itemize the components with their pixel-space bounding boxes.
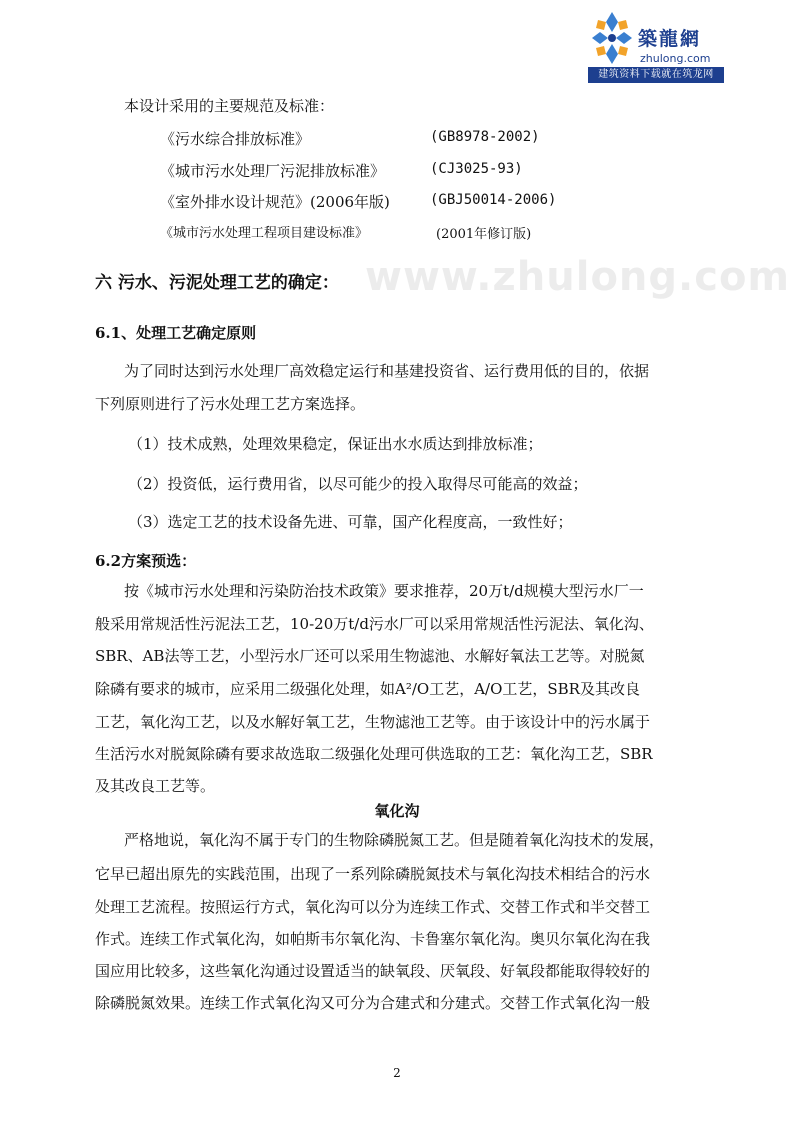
paragraph-line: 般采用常规活性污泥法工艺，10-20万t/d污水厂可以采用常规活性污泥法、氧化沟、 — [95, 615, 654, 633]
paragraph-line: 除磷脱氮效果。连续工作式氧化沟又可分为合建式和分建式。交替工作式氧化沟一般 — [95, 994, 651, 1012]
paragraph-line: 及其改良工艺等。 — [95, 777, 216, 795]
watermark: www.zhulong.com — [365, 254, 791, 300]
logo-name: 築龍網 — [638, 28, 702, 50]
paragraph-line: 生活污水对脱氮除磷有要求故选取二级强化处理可供选取的工艺：氧化沟工艺，SBR — [95, 745, 653, 763]
paragraph-line: 严格地说，氧化沟不属于专门的生物除磷脱氮工艺。但是随着氧化沟技术的发展， — [124, 831, 665, 849]
standard-code: (GB8978-2002) — [430, 129, 540, 145]
paragraph-line: 它早已超出原先的实践范围，出现了一系列除磷脱氮技术与氧化沟技术相结合的污水 — [95, 865, 651, 883]
paragraph-line: 国应用比较多，这些氧化沟通过设置适当的缺氧段、厌氧段、好氧段都能取得较好的 — [95, 962, 651, 980]
paragraph-line: 按《城市污水处理和污染防治技术政策》要求推荐，20万t/d规模大型污水厂一 — [124, 582, 644, 600]
standards-intro: 本设计采用的主要规范及标准： — [124, 97, 335, 115]
standard-name: 《城市污水处理工程项目建设标准》 — [160, 226, 369, 241]
standard-code: (2001年修订版) — [436, 227, 532, 242]
oxidation-ditch-title: 氧化沟 — [374, 802, 420, 820]
paragraph-line: 处理工艺流程。按照运行方式，氧化沟可以分为连续工作式、交替工作式和半交替工 — [95, 898, 651, 916]
paragraph-line: 工艺，氧化沟工艺，以及水解好氧工艺，生物滤池工艺等。由于该设计中的污水属于 — [95, 713, 651, 731]
standard-code: (GBJ50014-2006) — [430, 192, 557, 208]
paragraph-line: 下列原则进行了污水处理工艺方案选择。 — [95, 395, 366, 413]
section-6-1-heading: 6.1、处理工艺确定原则 — [95, 324, 257, 342]
standard-name: 《城市污水处理厂污泥排放标准》 — [160, 162, 386, 180]
paragraph-line: 为了同时达到污水处理厂高效稳定运行和基建投资省、运行费用低的目的，依据 — [124, 362, 650, 380]
standard-code: (CJ3025-93) — [430, 161, 523, 177]
zhulong-logo — [588, 10, 728, 86]
principle-item: （1）技术成熟，处理效果稳定，保证出水水质达到排放标准； — [128, 435, 543, 453]
logo-domain: zhulong.com — [640, 52, 711, 65]
snowflake-logo-icon — [588, 10, 636, 66]
principle-item: （3）选定工艺的技术设备先进、可靠，国产化程度高，一致性好； — [128, 513, 573, 531]
standard-name: 《室外排水设计规范》(2006年版) — [160, 193, 390, 211]
standard-name: 《污水综合排放标准》 — [160, 130, 311, 148]
principle-item: （2）投资低，运行费用省，以尽可能少的投入取得尽可能高的效益； — [128, 475, 588, 493]
page-number: 2 — [393, 1066, 401, 1080]
section-6-2-heading: 6.2方案预选： — [95, 552, 197, 570]
logo-slogan: 建筑资料下载就在筑龙网 — [588, 67, 724, 83]
section-6-heading: 六 污水、污泥处理工艺的确定： — [95, 273, 339, 293]
paragraph-line: SBR、AB法等工艺，小型污水厂还可以采用生物滤池、水解好氧法工艺等。对脱氮 — [95, 647, 645, 665]
paragraph-line: 除磷有要求的城市，应采用二级强化处理，如A²/O工艺，A/O工艺，SBR及其改良 — [95, 680, 640, 698]
paragraph-line: 作式。连续工作式氧化沟，如帕斯韦尔氧化沟、卡鲁塞尔氧化沟。奥贝尔氧化沟在我 — [95, 930, 651, 948]
